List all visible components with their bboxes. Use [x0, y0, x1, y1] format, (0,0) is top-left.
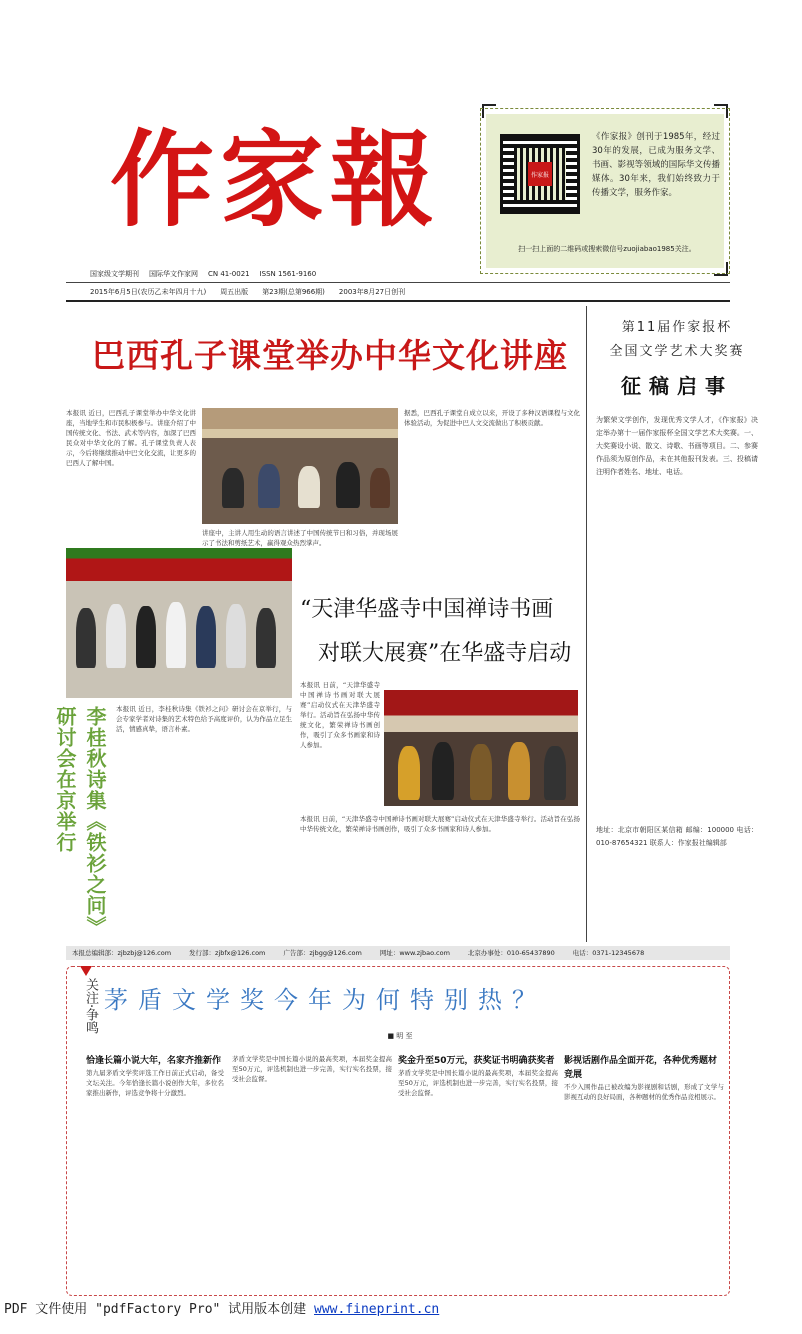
- poetry-headline: 对联大展赛”在华盛寺启动: [318, 641, 572, 666]
- feature-subhead: 影视话剧作品全面开花，各种优秀题材竞展: [564, 1056, 718, 1080]
- award-heading-line: 第11届作家报杯: [621, 320, 733, 335]
- poetry-story-text: 本报讯 日前，“天津华盛寺中国禅诗书画对联大展赛”启动仪式在天津华盛寺举行。活动旨在弘扬中华传统文化，繁荣禅诗书画创作，吸引了众多书画家和诗人参加。: [300, 681, 380, 749]
- photo-figure: [398, 746, 420, 800]
- promo-footer: 扫一扫上面的二维码或搜索微信号zuojiabao1985关注。: [518, 245, 696, 253]
- contact-item: 广告部：zjbgg@126.com: [283, 949, 362, 957]
- feature-column: [86, 1054, 224, 1290]
- award-heading-line: 全国文学艺术大奖赛: [609, 344, 745, 359]
- contact-item: 电话：0371-12345678: [572, 949, 645, 957]
- feature-text: 不少入围作品已被改编为影视剧和话剧，形成了文学与影视互动的良好局面，各种题材的优秀作品竞相展示。: [564, 1083, 724, 1101]
- photo-figure: [258, 464, 280, 508]
- promo-text: 《作家报》创刊于1985年，经过30年的发展，已成为服务文学、书画、影视等领域的国际华文传播媒体。30年来，我们始终致力于传播文学，服务作家。: [592, 132, 720, 198]
- lead-story-text: 讲座中，主讲人用生动的语言讲述了中国传统节日和习俗，并现场展示了书法和剪纸艺术，赢得观众热烈掌声。: [202, 529, 398, 547]
- photo-figure: [298, 466, 320, 508]
- contact-item: 发行部：zjbfx@126.com: [189, 949, 266, 957]
- award-text: 为繁荣文学创作，发现优秀文学人才，《作家报》决定举办第十一届作家报杯全国文学艺术大奖赛。一、大奖赛设小说、散文、诗歌、书画等项目。二、参赛作品须为原创作品，未在其他报刊发表。三、投稿请注明作者姓名、地址、电话。: [596, 416, 758, 476]
- photo-figure: [370, 468, 390, 508]
- contact-item: 北京办事处：010-65437890: [467, 949, 555, 957]
- byline: ■ 明 至: [387, 1032, 413, 1040]
- award-title: 征稿启事: [621, 374, 733, 398]
- issue-number: 第23期(总第966期): [262, 288, 325, 296]
- arrow-down-icon: [80, 966, 92, 976]
- pdf-footer: [0, 1298, 802, 1322]
- feature-subhead: 奖金升至50万元，获奖证书明确获奖者: [398, 1056, 555, 1066]
- feature-text: 茅盾文学奖是中国长篇小说的最高奖项，本届奖金提高至50万元，评选机制也进一步完善，实行实名投票，接受社会监督。: [398, 1069, 558, 1097]
- temple-event-photo: [384, 690, 578, 806]
- photo-figure: [222, 468, 244, 508]
- divider: [66, 300, 730, 302]
- divider: [66, 282, 730, 283]
- feature-headline: 茅盾文学奖今年为何特别热？: [104, 986, 546, 1014]
- feature-text: 茅盾文学奖是中国长篇小说的最高奖项，本届奖金提高至50万元，评选机制也进一步完善，实行实名投票，接受社会监督。: [232, 1055, 392, 1083]
- meta-item: ISSN 1561-9160: [259, 270, 317, 278]
- photo-figure: [432, 742, 454, 800]
- lead-story-text: 据悉，巴西孔子课堂自成立以来，开设了多种汉语课程与文化体验活动，为促进中巴人文交流做出了积极贡献。: [404, 409, 580, 427]
- meta-item: CN 41-0021: [208, 270, 250, 278]
- lead-story-text: 本报讯 近日，巴西孔子课堂举办中华文化讲座，当地学生和市民积极参与。讲座介绍了中国传统文化、书法、武术等内容，加深了巴西民众对中华文化的了解。孔子课堂负责人表示，今后将继续推动中巴文化交流，让更多的巴西人了解中国。: [66, 409, 196, 467]
- column-divider: [586, 306, 587, 942]
- newspaper-logo: 作家報: [110, 118, 441, 241]
- photo-figure: [76, 608, 96, 668]
- photo-figure: [136, 606, 156, 668]
- date-line: [90, 286, 730, 298]
- vertical-headline: 李桂秋诗集《铁衫之问》研讨会在京举行: [53, 706, 107, 927]
- masthead-meta: [90, 268, 730, 280]
- lead-photo: [202, 408, 398, 524]
- photo-figure: [256, 608, 276, 668]
- footer-text: PDF 文件使用 "pdfFactory Pro" 试用版本创建: [4, 1302, 315, 1317]
- founded-date: 2003年8月27日创刊: [338, 288, 406, 296]
- meta-item: 国际华文作家网: [149, 270, 198, 278]
- photo-figure: [336, 462, 360, 508]
- photo-figure: [106, 604, 126, 668]
- photo-figure: [166, 602, 186, 668]
- banner-text-decoration: [76, 560, 276, 578]
- footer-link[interactable]: www.fineprint.cn: [314, 1302, 440, 1317]
- poetry-story-text: 本报讯 日前，“天津华盛寺中国禅诗书画对联大展赛”启动仪式在天津华盛寺举行。活动旨在弘扬中华传统文化，繁荣禅诗书画创作，吸引了众多书画家和诗人参加。: [300, 815, 580, 833]
- focus-label: 关注·争鸣: [83, 978, 98, 1035]
- photo-figure: [544, 746, 566, 800]
- meta-item: 国家级文学期刊: [90, 270, 139, 278]
- award-contact: 地址：北京市朝阳区某信箱 邮编：100000 电话：010-87654321 联系人：作家报社编辑部: [596, 826, 758, 847]
- contact-item: 网址：www.zjbao.com: [379, 949, 450, 957]
- poetry-event-photo: [66, 548, 292, 698]
- photo-figure: [196, 606, 216, 668]
- feature-subhead: 恰逢长篇小说大年，名家齐推新作: [86, 1056, 222, 1066]
- photo-figure: [470, 744, 492, 800]
- feature-column: [564, 1054, 724, 1290]
- photo-figure: [226, 604, 246, 668]
- contact-bar: [66, 946, 730, 960]
- issue-day: 周五出版: [220, 288, 249, 296]
- lead-headline: 巴西孔子课堂举办中华文化讲座: [92, 336, 568, 375]
- poetry-story-text: 本报讯 近日，李桂秋诗集《铁衫之问》研讨会在京举行，与会专家学者对诗集的艺术特色给予高度评价，认为作品立足生活，情感真挚，语言朴素。: [116, 705, 292, 733]
- feature-column: [232, 1054, 392, 1290]
- contact-item: 本报总编辑部：zjbzbj@126.com: [72, 949, 172, 957]
- photo-figure: [508, 742, 530, 800]
- qr-center-badge: 作家报: [528, 162, 552, 186]
- poetry-headline: “天津华盛寺中国禅诗书画: [300, 597, 554, 622]
- award-heading: [596, 316, 758, 364]
- issue-date: 2015年6月5日(农历乙未年四月十九): [90, 288, 207, 296]
- feature-column: [398, 1054, 558, 1290]
- feature-text: 第九届茅盾文学奖评选工作日前正式启动，备受文坛关注。今年恰逢长篇小说创作大年，多位名家推出新作，评选竞争将十分激烈。: [86, 1069, 224, 1097]
